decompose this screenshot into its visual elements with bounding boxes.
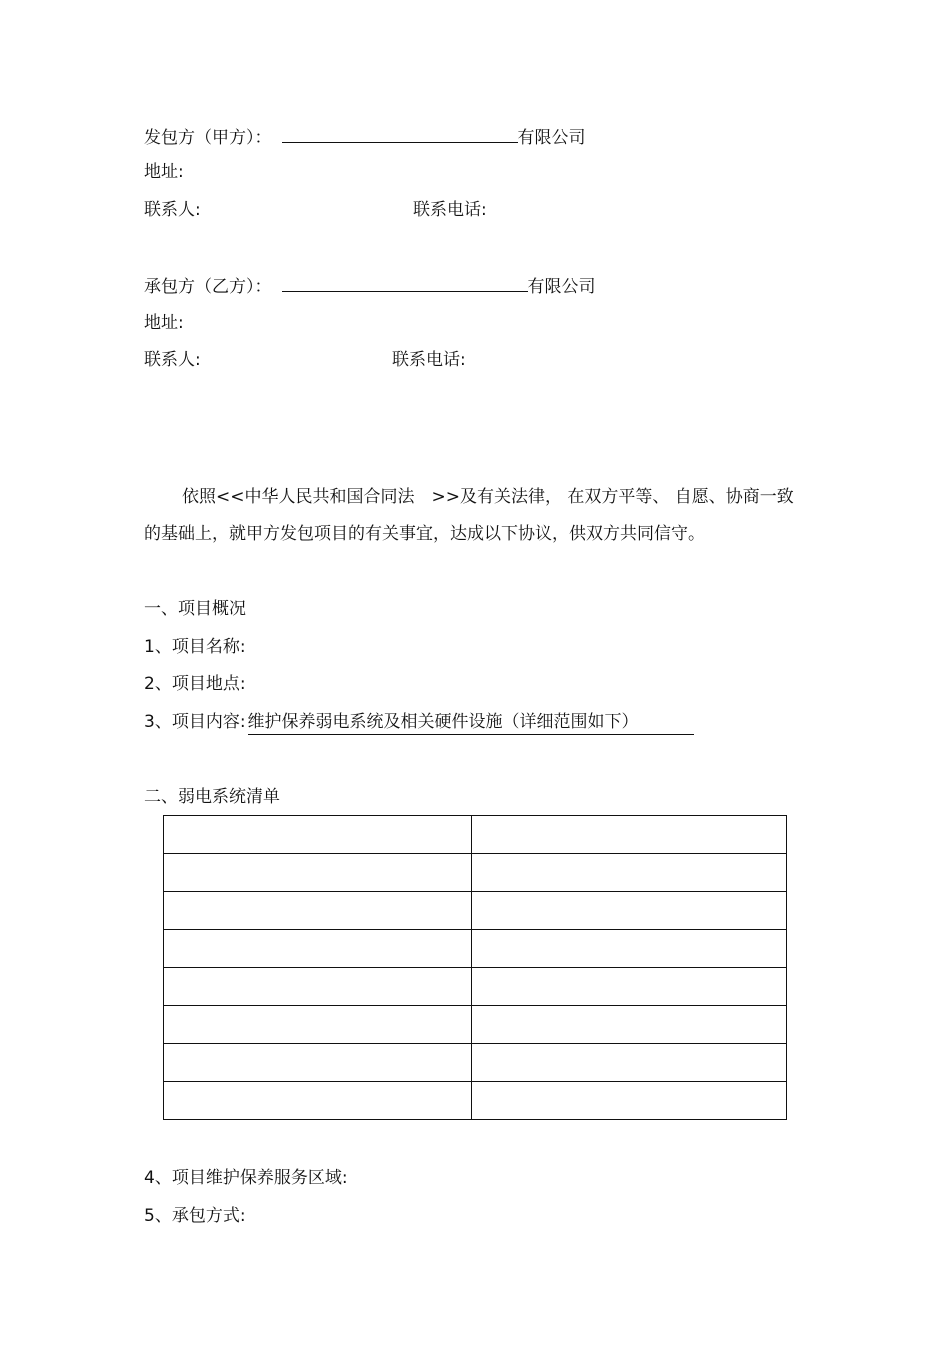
table-cell[interactable] [164,816,472,854]
table-cell[interactable] [472,854,787,892]
party-b-name-blank[interactable] [282,273,528,292]
table-cell[interactable] [164,1044,472,1082]
table-row [164,1006,787,1044]
table-cell[interactable] [472,1044,787,1082]
party-b-suffix: 有限公司 [527,277,596,297]
project-content-label: 3、项目内容: [144,712,246,732]
party-b-contact-label: 联系人: [144,350,201,370]
table-row [164,1082,787,1120]
table-row [164,892,787,930]
party-a-line [144,124,586,149]
service-area-label: 4、项目维护保养服务区域: [144,1168,348,1188]
party-b-address-label: 地址: [144,313,184,333]
party-a-suffix: 有限公司 [517,128,586,148]
table-row [164,816,787,854]
section-1-heading: 一、项目概况 [144,599,246,619]
table-cell[interactable] [472,892,787,930]
table-row [164,930,787,968]
table-cell[interactable] [164,1006,472,1044]
section-2-heading: 二、弱电系统清单 [144,787,280,807]
weak-current-system-table [163,815,787,1120]
project-location-label: 2、项目地点: [144,674,246,694]
party-a-name-blank[interactable] [282,124,518,143]
project-content-line [144,711,694,735]
table-cell[interactable] [472,968,787,1006]
party-a-label: 发包方（甲方）： [144,128,272,148]
table-cell[interactable] [472,930,787,968]
party-b-line [144,273,596,298]
table-row [164,854,787,892]
preamble-line-1: 依照<<中华人民共和国合同法 >>及有关法律， 在双方平等、 自愿、协商一致 [182,487,794,507]
party-b-label: 承包方（乙方）： [144,277,272,297]
table-cell[interactable] [164,892,472,930]
project-name-label: 1、项目名称: [144,637,246,657]
party-a-phone-label: 联系电话: [413,200,487,220]
table-row [164,1044,787,1082]
table-cell[interactable] [164,968,472,1006]
party-b-phone-label: 联系电话: [392,350,466,370]
party-a-contact-label: 联系人: [144,200,201,220]
table-cell[interactable] [472,1082,787,1120]
table-cell[interactable] [164,1082,472,1120]
table-cell[interactable] [472,816,787,854]
table-cell[interactable] [472,1006,787,1044]
table-cell[interactable] [164,854,472,892]
contract-method-label: 5、承包方式: [144,1206,246,1226]
preamble-line-2: 的基础上，就甲方发包项目的有关事宜，达成以下协议，供双方共同信守。 [144,524,705,544]
table-row [164,968,787,1006]
party-a-address-label: 地址: [144,162,184,182]
table-cell[interactable] [164,930,472,968]
project-content-value [248,711,694,735]
project-content-text: 维护保养弱电系统及相关硬件设施（详细范围如下） [247,712,639,732]
